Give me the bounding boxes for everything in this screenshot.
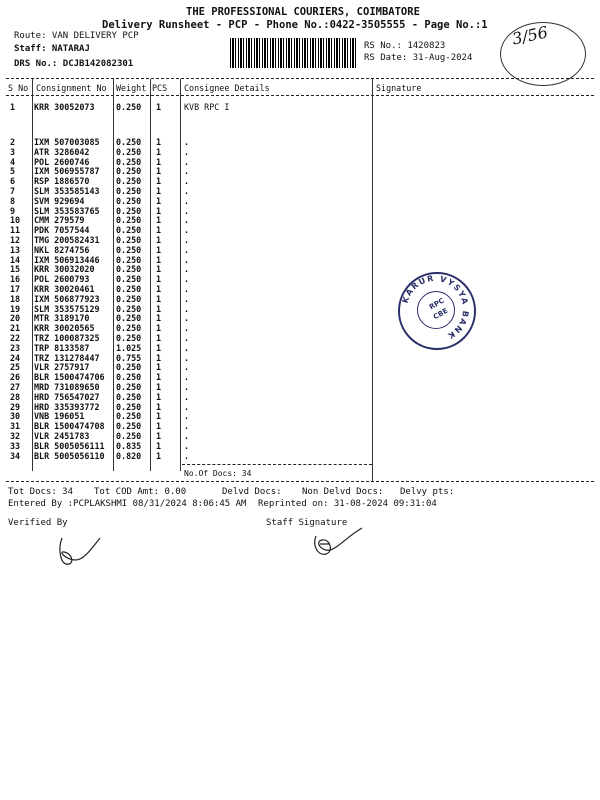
delvd-docs: Delvd Docs:	[222, 487, 282, 497]
row-sno: 5	[10, 166, 16, 177]
row-sno: 21	[10, 323, 21, 334]
row-pcs: 1	[156, 186, 162, 196]
row-sno: 24	[10, 352, 21, 363]
col-consignee: Consignee Details	[184, 83, 270, 93]
row-weight: 0.250	[116, 215, 142, 226]
row-consignee: .	[184, 421, 190, 432]
row-weight: 0.250	[116, 244, 142, 255]
row-pcs: 1	[156, 352, 162, 363]
row-weight: 0.250	[116, 195, 142, 206]
table-row	[0, 353, 600, 363]
table-row	[0, 451, 600, 461]
row-weight: 0.820	[116, 450, 142, 461]
row-pcs: 1	[156, 333, 162, 343]
table-row	[0, 206, 600, 216]
staff-label: Staff: NATARAJ	[14, 44, 90, 54]
row-pcs: 1	[156, 225, 162, 236]
row-sno: 15	[10, 264, 21, 275]
table-row	[0, 304, 600, 314]
row-sno: 13	[10, 244, 21, 255]
docs-rule	[182, 464, 372, 465]
row-consignee: .	[184, 431, 190, 441]
table-row	[0, 225, 600, 235]
tot-docs: Tot Docs: 34	[8, 487, 74, 497]
row-consignee: .	[184, 244, 190, 255]
row-pcs: 1	[156, 421, 162, 432]
table-row	[0, 333, 600, 343]
row-consignee: .	[184, 274, 190, 285]
stamp-inner-bottom: CBE	[432, 306, 450, 322]
table-row	[0, 372, 600, 382]
rs-number: RS No.: 1420823	[364, 41, 446, 51]
row-weight: 0.250	[116, 186, 142, 196]
no-of-docs: No.Of Docs: 34	[184, 469, 252, 478]
row-sno: 2	[10, 137, 16, 147]
row-consignment: VLR 2451783	[34, 431, 90, 441]
col-consignment: Consignment No	[36, 83, 107, 93]
table-row	[0, 313, 600, 323]
row-consignee: .	[184, 391, 190, 402]
table-row	[0, 245, 600, 255]
row-consignment: RSP 1886570	[34, 176, 90, 187]
row-consignment: SVM 929694	[34, 195, 85, 206]
row-pcs: 1	[156, 137, 162, 147]
table-row	[0, 323, 600, 333]
row-weight: 0.250	[116, 284, 142, 294]
row-consignee: .	[184, 225, 190, 236]
table-row	[0, 196, 600, 206]
row-consignment: IXM 506913446	[34, 254, 100, 265]
row-pcs: 1	[156, 293, 162, 304]
row-consignment: ATR 3286042	[34, 146, 90, 157]
row-consignment: BLR 1500474708	[34, 421, 105, 432]
row-pcs: 1	[156, 342, 162, 353]
table-row	[0, 102, 600, 112]
table-row	[0, 215, 600, 225]
row-consignee: .	[184, 342, 190, 353]
row-consignment: KRR 30032020	[34, 264, 95, 275]
row-sno: 1	[10, 102, 16, 112]
table-header-rule	[6, 95, 594, 96]
table-top-rule	[6, 78, 594, 79]
barcode	[230, 38, 358, 68]
row-pcs: 1	[156, 411, 162, 422]
row-consignee: .	[184, 401, 190, 412]
delvy-pts: Delvy pts:	[400, 487, 455, 497]
route-label: Route: VAN DELIVERY PCP	[14, 31, 139, 41]
row-weight: 0.250	[116, 146, 142, 157]
row-consignee: .	[184, 195, 190, 206]
row-weight: 0.250	[116, 264, 142, 275]
row-sno: 31	[10, 421, 21, 432]
row-weight: 0.250	[116, 362, 142, 373]
row-pcs: 1	[156, 195, 162, 206]
tot-cod: Tot COD Amt: 0.00	[94, 487, 187, 497]
row-consignment: POL 2600793	[34, 274, 90, 285]
row-consignment: MTR 3189170	[34, 313, 90, 324]
row-sno: 7	[10, 186, 16, 196]
row-weight: 0.250	[116, 323, 142, 334]
stamp-inner-top: RPC	[428, 296, 446, 312]
table-row	[0, 264, 600, 274]
staff-signature	[308, 524, 364, 560]
row-sno: 9	[10, 205, 16, 216]
table-row	[0, 274, 600, 284]
row-consignee: .	[184, 293, 190, 304]
row-consignee: .	[184, 137, 190, 147]
table-row	[0, 294, 600, 304]
row-consignment: BLR 1500474706	[34, 372, 105, 383]
row-weight: 0.250	[116, 421, 142, 432]
row-sno: 10	[10, 215, 21, 226]
row-consignment: SLM 353585143	[34, 186, 100, 196]
table-row	[0, 382, 600, 392]
row-consignee: .	[184, 382, 190, 392]
row-consignment: KRR 30020565	[34, 323, 95, 334]
row-consignment: IXM 506877923	[34, 293, 100, 304]
row-consignee: .	[184, 166, 190, 177]
row-pcs: 1	[156, 450, 162, 461]
table-row	[0, 166, 600, 176]
non-delvd-docs: Non Delvd Docs:	[302, 487, 384, 497]
row-weight: 0.250	[116, 303, 142, 314]
row-pcs: 1	[156, 362, 162, 373]
row-pcs: 1	[156, 391, 162, 402]
row-consignment: TRZ 131278447	[34, 352, 100, 363]
row-consignee: .	[184, 264, 190, 275]
row-consignment: TRZ 100087325	[34, 333, 100, 343]
table-bottom-rule	[6, 481, 594, 482]
row-pcs: 1	[156, 313, 162, 324]
row-pcs: 1	[156, 382, 162, 392]
row-consignment: BLR 5005056111	[34, 440, 105, 451]
row-consignee: .	[184, 440, 190, 451]
row-sno: 25	[10, 362, 21, 373]
row-pcs: 1	[156, 274, 162, 285]
table-row	[0, 392, 600, 402]
row-sno: 26	[10, 372, 21, 383]
row-pcs: 1	[156, 176, 162, 187]
row-sno: 14	[10, 254, 21, 265]
table-row	[0, 235, 600, 245]
row-consignment: KRR 30052073	[34, 102, 95, 112]
table-row	[0, 137, 600, 147]
drs-label: DRS No.:	[14, 59, 58, 69]
row-pcs: 1	[156, 254, 162, 265]
row-pcs: 1	[156, 440, 162, 451]
row-consignee: .	[184, 450, 190, 461]
row-weight: 0.250	[116, 102, 142, 112]
entered-by: Entered By :PCPLAKSHMI 08/31/2024 8:06:45 AM	[8, 499, 247, 509]
row-consignment: KRR 30020461	[34, 284, 95, 294]
row-consignment: TMG 200582431	[34, 235, 100, 245]
row-consignee: .	[184, 284, 190, 294]
row-weight: 0.250	[116, 293, 142, 304]
row-pcs: 1	[156, 146, 162, 157]
table-row	[0, 284, 600, 294]
row-consignee: .	[184, 303, 190, 314]
row-weight: 0.835	[116, 440, 142, 451]
row-weight: 0.250	[116, 254, 142, 265]
row-weight: 0.250	[116, 235, 142, 245]
stamp-outer-text: KARUR VYSYA BANK	[400, 273, 471, 341]
col-signature: Signature	[376, 83, 422, 93]
row-consignee: KVB RPC I	[184, 102, 230, 112]
row-consignee: .	[184, 235, 190, 245]
row-pcs: 1	[156, 215, 162, 226]
row-consignee: .	[184, 323, 190, 334]
row-consignment: PDK 7057544	[34, 225, 90, 236]
row-pcs: 1	[156, 431, 162, 441]
row-sno: 20	[10, 313, 21, 324]
table-row	[0, 255, 600, 265]
staff-signature-label: Staff Signature	[266, 518, 348, 528]
row-sno: 8	[10, 195, 16, 206]
row-consignee: .	[184, 186, 190, 196]
row-pcs: 1	[156, 264, 162, 275]
verified-by-label: Verified By	[8, 518, 68, 528]
row-pcs: 1	[156, 244, 162, 255]
col-weight: Weight	[116, 83, 147, 93]
table-row	[0, 157, 600, 167]
table-row	[0, 362, 600, 372]
row-consignment: IXM 507003085	[34, 137, 100, 147]
row-consignment: BLR 5005056110	[34, 450, 105, 461]
table-row	[0, 431, 600, 441]
row-sno: 34	[10, 450, 21, 461]
row-consignee: .	[184, 372, 190, 383]
reprinted-on: Reprinted on: 31-08-2024 09:31:04	[258, 499, 437, 509]
row-weight: 0.755	[116, 352, 142, 363]
drs-value: DCJB142082301	[62, 59, 134, 69]
row-weight: 0.250	[116, 176, 142, 187]
row-weight: 0.250	[116, 431, 142, 441]
bank-stamp	[398, 272, 476, 350]
row-sno: 4	[10, 156, 16, 167]
row-weight: 0.250	[116, 225, 142, 236]
row-consignee: .	[184, 352, 190, 363]
row-consignment: MRD 731089650	[34, 382, 100, 392]
row-pcs: 1	[156, 235, 162, 245]
row-consignment: SLM 353583765	[34, 205, 100, 216]
drs-number	[14, 59, 133, 69]
row-pcs: 1	[156, 372, 162, 383]
verified-signature	[52, 528, 104, 572]
row-sno: 17	[10, 284, 21, 294]
row-consignment: VNB 196051	[34, 411, 85, 422]
row-consignee: .	[184, 176, 190, 187]
row-consignment: TRP 8133587	[34, 342, 90, 353]
row-weight: 0.250	[116, 166, 142, 177]
row-consignment: HRD 335393772	[34, 401, 100, 412]
row-pcs: 1	[156, 401, 162, 412]
table-row	[0, 411, 600, 421]
row-sno: 32	[10, 431, 21, 441]
company-name: THE PROFESSIONAL COURIERS, COIMBATORE	[186, 6, 420, 18]
rs-date: RS Date: 31-Aug-2024	[364, 53, 473, 63]
row-sno: 22	[10, 333, 21, 343]
row-weight: 1.025	[116, 342, 142, 353]
row-weight: 0.250	[116, 401, 142, 412]
row-sno: 33	[10, 440, 21, 451]
row-consignment: IXM 506955787	[34, 166, 100, 177]
row-pcs: 1	[156, 284, 162, 294]
row-sno: 28	[10, 391, 21, 402]
row-sno: 27	[10, 382, 21, 392]
table-row	[0, 421, 600, 431]
table-row	[0, 176, 600, 186]
row-consignee: .	[184, 205, 190, 216]
row-weight: 0.250	[116, 274, 142, 285]
row-consignment: VLR 2757917	[34, 362, 90, 373]
table-row	[0, 147, 600, 157]
row-weight: 0.250	[116, 411, 142, 422]
row-sno: 16	[10, 274, 21, 285]
row-pcs: 1	[156, 303, 162, 314]
row-weight: 0.250	[116, 137, 142, 147]
stamp-inner-ring	[417, 291, 455, 329]
row-consignee: .	[184, 333, 190, 343]
row-sno: 12	[10, 235, 21, 245]
row-weight: 0.250	[116, 156, 142, 167]
table-row	[0, 343, 600, 353]
row-weight: 0.250	[116, 313, 142, 324]
row-pcs: 1	[156, 166, 162, 177]
row-consignee: .	[184, 313, 190, 324]
row-pcs: 1	[156, 323, 162, 334]
row-sno: 18	[10, 293, 21, 304]
row-weight: 0.250	[116, 382, 142, 392]
row-consignment: POL 2600746	[34, 156, 90, 167]
row-sno: 23	[10, 342, 21, 353]
row-consignment: CMM 279579	[34, 215, 85, 226]
table-row	[0, 441, 600, 451]
document-title: Delivery Runsheet - PCP - Phone No.:0422-3505555 - Page No.:1	[102, 19, 488, 31]
row-weight: 0.250	[116, 372, 142, 383]
col-pcs: PCS	[152, 83, 168, 93]
row-consignee: .	[184, 362, 190, 373]
row-sno: 30	[10, 411, 21, 422]
row-consignment: NKL 8274756	[34, 244, 90, 255]
row-weight: 0.250	[116, 333, 142, 343]
row-sno: 6	[10, 176, 16, 187]
row-weight: 0.250	[116, 205, 142, 216]
row-consignee: .	[184, 215, 190, 226]
row-consignee: .	[184, 254, 190, 265]
table-row	[0, 186, 600, 196]
row-pcs: 1	[156, 102, 162, 112]
row-consignee: .	[184, 156, 190, 167]
col-sno: S No	[8, 83, 29, 93]
row-weight: 0.250	[116, 391, 142, 402]
table-row	[0, 402, 600, 412]
row-pcs: 1	[156, 156, 162, 167]
row-sno: 3	[10, 146, 16, 157]
handwritten-page-mark: 3/56	[510, 22, 550, 49]
row-sno: 29	[10, 401, 21, 412]
row-consignment: HRD 756547027	[34, 391, 100, 402]
row-pcs: 1	[156, 205, 162, 216]
row-consignee: .	[184, 146, 190, 157]
row-sno: 11	[10, 225, 21, 236]
row-consignee: .	[184, 411, 190, 422]
row-sno: 19	[10, 303, 21, 314]
row-consignment: SLM 353575129	[34, 303, 100, 314]
